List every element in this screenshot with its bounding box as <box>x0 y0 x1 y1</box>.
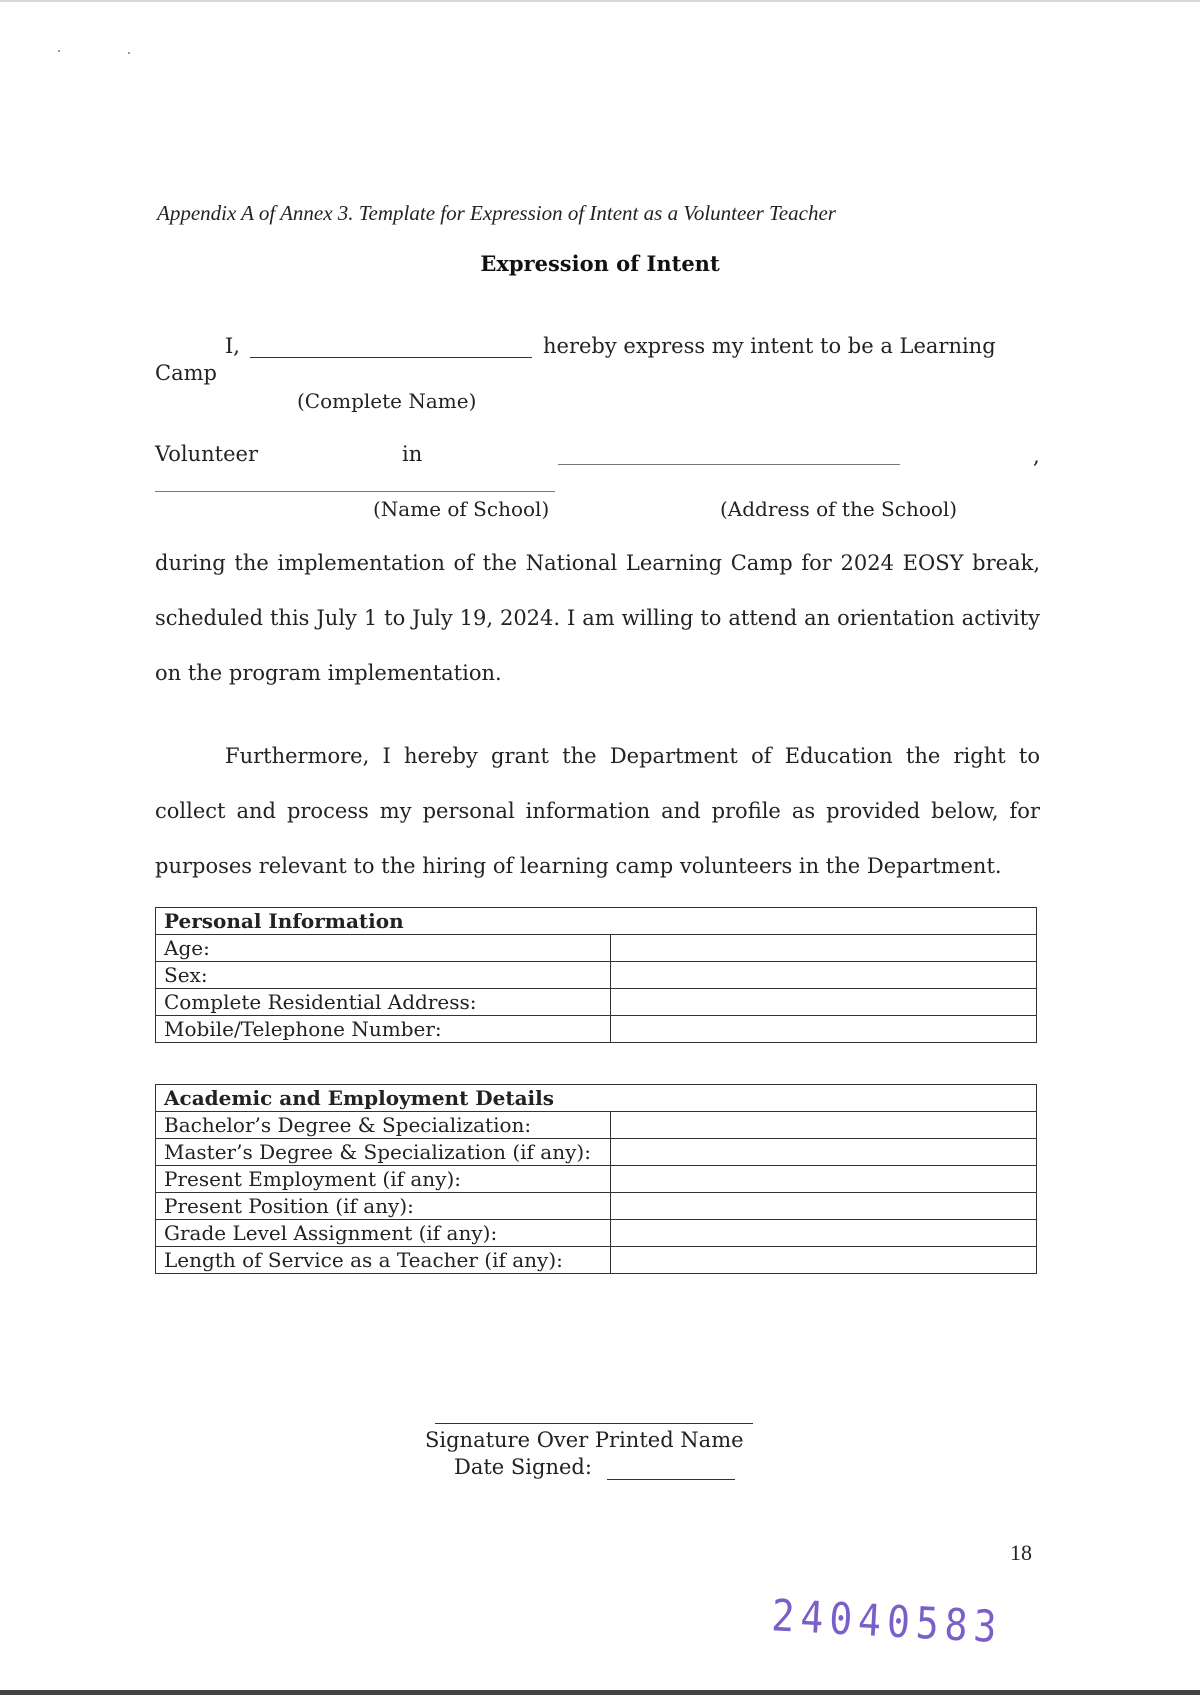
signature-field[interactable] <box>435 1423 753 1424</box>
sex-label: Sex: <box>156 962 611 989</box>
address-input[interactable] <box>611 989 1037 1016</box>
paragraph-consent: Furthermore, I hereby grant the Department of Education the right to collect and process my personal information and profile as provided below, for purposes relevant to the hiring of learning camp volunteers in the Department. <box>155 744 1040 878</box>
complete-name-hint: (Complete Name) <box>297 389 477 413</box>
page-top-edge <box>0 0 1200 2</box>
intro-prefix: I, <box>225 334 240 358</box>
table-row <box>156 1016 1037 1043</box>
grade-level-label: Grade Level Assignment (if any): <box>156 1220 611 1247</box>
intro-suffix: hereby express my intent to be a Learning <box>543 334 996 358</box>
intro-comma: , <box>1033 444 1040 468</box>
table-row <box>156 989 1037 1016</box>
in-word: in <box>402 442 423 466</box>
signature-label: Signature Over Printed Name <box>425 1428 744 1452</box>
volunteer-word: Volunteer <box>155 442 258 466</box>
page-bottom-edge <box>0 1690 1200 1695</box>
academic-employment-header: Academic and Employment Details <box>156 1085 1037 1112</box>
table-row <box>156 1193 1037 1220</box>
present-position-label: Present Position (if any): <box>156 1193 611 1220</box>
table-row <box>156 962 1037 989</box>
age-input[interactable] <box>611 935 1037 962</box>
school-name-hint: (Name of School) <box>373 497 550 521</box>
page-number: 18 <box>1010 1540 1032 1565</box>
stamp-number: 24040583 <box>770 1590 1004 1653</box>
document-title: Expression of Intent <box>480 251 720 276</box>
school-address-field[interactable] <box>558 464 900 465</box>
phone-input[interactable] <box>611 1016 1037 1043</box>
table-row <box>156 1220 1037 1247</box>
sex-input[interactable] <box>611 962 1037 989</box>
bachelors-label: Bachelor’s Degree & Specialization: <box>156 1112 611 1139</box>
phone-label: Mobile/Telephone Number: <box>156 1016 611 1043</box>
address-label: Complete Residential Address: <box>156 989 611 1016</box>
paragraph-implementation: during the implementation of the National Learning Camp for 2024 EOSY break, scheduled this July 1 to July 19, 2024. I am willing to attend an orientation activity on the program implementation. <box>155 551 1040 685</box>
appendix-heading: Appendix A of Annex 3. Template for Expression of Intent as a Volunteer Teacher <box>157 201 836 225</box>
date-signed-field[interactable] <box>607 1479 735 1480</box>
personal-information-table <box>155 907 1037 1043</box>
school-address-hint: (Address of the School) <box>720 497 958 521</box>
table-row <box>156 935 1037 962</box>
masters-label: Master’s Degree & Specialization (if any): <box>156 1139 611 1166</box>
scan-speck <box>128 52 130 54</box>
present-position-input[interactable] <box>611 1193 1037 1220</box>
intro-camp-word: Camp <box>155 361 217 385</box>
length-of-service-label: Length of Service as a Teacher (if any): <box>156 1247 611 1274</box>
age-label: Age: <box>156 935 611 962</box>
date-signed-label: Date Signed: <box>454 1455 592 1479</box>
table-row <box>156 1166 1037 1193</box>
masters-input[interactable] <box>611 1139 1037 1166</box>
grade-level-input[interactable] <box>611 1220 1037 1247</box>
table-row <box>156 1247 1037 1274</box>
scan-speck <box>58 50 60 52</box>
complete-name-field[interactable] <box>250 357 532 358</box>
present-employment-input[interactable] <box>611 1166 1037 1193</box>
present-employment-label: Present Employment (if any): <box>156 1166 611 1193</box>
length-of-service-input[interactable] <box>611 1247 1037 1274</box>
school-name-field[interactable] <box>155 491 555 492</box>
bachelors-input[interactable] <box>611 1112 1037 1139</box>
personal-information-header: Personal Information <box>156 908 1037 935</box>
academic-employment-table <box>155 1084 1037 1274</box>
table-row <box>156 1139 1037 1166</box>
table-row <box>156 1112 1037 1139</box>
